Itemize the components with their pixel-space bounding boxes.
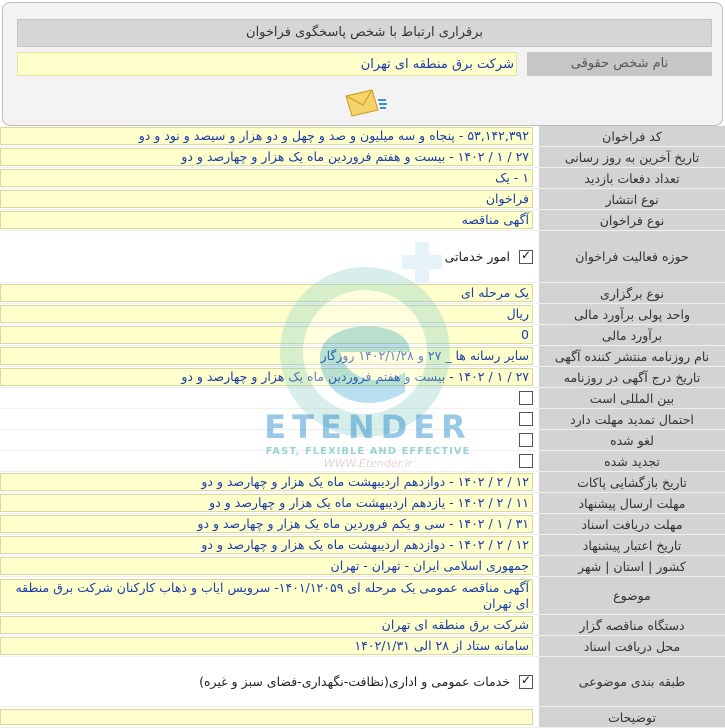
table-row	[0, 556, 725, 577]
row-value: یک مرحله ای	[0, 284, 533, 302]
row-divider	[536, 126, 539, 147]
row-divider	[536, 367, 539, 388]
table-row	[0, 409, 725, 430]
row-label: تاریخ آخرین به روز رسانی	[539, 147, 725, 168]
row-label: دستگاه مناقصه گزار	[539, 615, 725, 636]
row-label: نوع برگزاری	[539, 283, 725, 304]
row-value-cell	[0, 493, 536, 514]
row-value: سایر رسانه ها _ ۲۷ و ۱۴۰۲/۱/۲۸ روزگار	[0, 347, 533, 365]
row-label: مهلت ارسال پیشنهاد	[539, 493, 725, 514]
row-divider	[536, 657, 539, 707]
row-divider	[536, 325, 539, 346]
checkbox-label: خدمات عمومی و اداری(نظافت-نگهداری-فضای سبز و غیره)	[199, 673, 510, 689]
row-label: موضوع	[539, 577, 725, 615]
row-value: شرکت برق منطقه ای تهران	[0, 616, 533, 634]
row-value-cell	[0, 147, 536, 168]
table-row	[0, 346, 725, 367]
row-label: حوزه فعالیت فراخوان	[539, 231, 725, 283]
row-divider	[536, 577, 539, 615]
table-row	[0, 283, 725, 304]
row-value-cell	[0, 325, 536, 346]
row-value: ۲۷ / ۱ / ۱۴۰۲ - بیست و هفتم فروردین ماه یک هزار و چهارصد و دو	[0, 368, 533, 386]
contact-header-button[interactable]: برقراری ارتباط با شخص پاسخگوی فراخوان	[17, 19, 712, 47]
contact-box	[2, 2, 723, 126]
row-divider	[536, 147, 539, 168]
row-label: نوع انتشار	[539, 189, 725, 210]
row-divider	[536, 231, 539, 283]
row-value: جمهوری اسلامی ایران - تهران - تهران	[0, 557, 533, 575]
checkbox[interactable]	[519, 675, 533, 689]
table-row	[0, 189, 725, 210]
row-value-cell	[0, 283, 536, 304]
row-value-cell	[0, 126, 536, 147]
legal-person-label: نام شخص حقوقی	[527, 52, 712, 76]
row-value-cell	[0, 168, 536, 189]
row-label: برآورد مالی	[539, 325, 725, 346]
table-row	[0, 472, 725, 493]
row-value-cell	[0, 231, 536, 283]
row-divider	[536, 346, 539, 367]
row-divider	[536, 430, 539, 451]
row-value: ۱۲ / ۲ / ۱۴۰۲ - دوازدهم اردیبهشت ماه یک هزار و چهارصد و دو	[0, 473, 533, 491]
row-label: کشور | استان | شهر	[539, 556, 725, 577]
row-label: احتمال تمدید مهلت دارد	[539, 409, 725, 430]
row-value: فراخوان	[0, 190, 533, 208]
watermark-brand: ETENDER	[264, 408, 472, 446]
row-value: ۱۲ / ۲ / ۱۴۰۲ - دوازدهم اردیبهشت ماه یک هزار و چهارصد و دو	[0, 536, 533, 554]
checkbox[interactable]	[519, 412, 533, 426]
table-row	[0, 615, 725, 636]
row-value: آگهی مناقصه عمومی یک مرحله ای ۱۴۰۱/۱۲۰۵۹- سرویس ایاب و ذهاب کارکنان شرکت برق منطقه ای تهران	[0, 579, 533, 613]
row-value-cell	[0, 577, 536, 615]
table-row	[0, 231, 725, 283]
watermark-url: WWW.Etender.ir	[323, 457, 413, 470]
row-label: توضیحات	[539, 707, 725, 728]
row-label: نام روزنامه منتشر کننده آگهی	[539, 346, 725, 367]
checkbox[interactable]	[519, 454, 533, 468]
row-divider	[536, 636, 539, 657]
row-divider	[536, 472, 539, 493]
checkbox[interactable]	[519, 250, 533, 264]
row-label: لغو شده	[539, 430, 725, 451]
row-label: تاریخ اعتبار پیشنهاد	[539, 535, 725, 556]
row-value-cell	[0, 636, 536, 657]
table-row	[0, 210, 725, 231]
row-divider	[536, 168, 539, 189]
row-divider	[536, 210, 539, 231]
row-divider	[536, 535, 539, 556]
row-value: ۱ - یک	[0, 169, 533, 187]
table-row	[0, 147, 725, 168]
row-divider	[536, 409, 539, 430]
row-label: تجدید شده	[539, 451, 725, 472]
row-value: سامانه ستاد از ۲۸ الی ۱۴۰۲/۱/۳۱	[0, 637, 533, 655]
row-value: ۱۱ / ۲ / ۱۴۰۲ - یازدهم اردیبهشت ماه یک هزار و چهارصد و دو	[0, 494, 533, 512]
checkbox[interactable]	[519, 391, 533, 405]
row-divider	[536, 451, 539, 472]
row-value-cell	[0, 210, 536, 231]
row-value: ریال	[0, 305, 533, 323]
table-row	[0, 535, 725, 556]
table-row	[0, 451, 725, 472]
row-value-cell	[0, 430, 536, 451]
row-divider	[536, 388, 539, 409]
row-value-cell	[0, 514, 536, 535]
row-value-cell	[0, 409, 536, 430]
row-value-cell	[0, 472, 536, 493]
row-divider	[536, 304, 539, 325]
table-row	[0, 430, 725, 451]
row-value-cell	[0, 556, 536, 577]
checkbox[interactable]	[519, 433, 533, 447]
row-value	[0, 709, 533, 725]
row-value-cell	[0, 615, 536, 636]
legal-person-value: شرکت برق منطقه ای تهران	[17, 52, 517, 76]
row-label: طبقه بندی موضوعی	[539, 657, 725, 707]
row-divider	[536, 493, 539, 514]
table-row	[0, 636, 725, 657]
row-label: تاریخ بازگشایی پاکات	[539, 472, 725, 493]
row-divider	[536, 556, 539, 577]
checkbox-label: امور خدماتی	[444, 248, 510, 264]
row-label: تاریخ درج آگهی در روزنامه	[539, 367, 725, 388]
row-value: 0	[0, 326, 533, 344]
row-label: تعداد دفعات بازدید	[539, 168, 725, 189]
row-label: کد فراخوان	[539, 126, 725, 147]
row-value-cell	[0, 304, 536, 325]
row-value: ۲۷ / ۱ / ۱۴۰۲ - بیست و هفتم فروردین ماه یک هزار و چهارصد و دو	[0, 148, 533, 166]
row-divider	[536, 189, 539, 210]
row-value-cell	[0, 535, 536, 556]
row-value: ۳۱ / ۱ / ۱۴۰۲ - سی و یکم فروردین ماه یک هزار و چهارصد و دو	[0, 515, 533, 533]
row-label: مهلت دریافت اسناد	[539, 514, 725, 535]
table-row	[0, 168, 725, 189]
row-label: محل دریافت اسناد	[539, 636, 725, 657]
row-value-cell	[0, 657, 536, 707]
row-divider	[536, 514, 539, 535]
row-label: واحد پولی برآورد مالی	[539, 304, 725, 325]
row-label: بین المللی است	[539, 388, 725, 409]
row-value-cell	[0, 346, 536, 367]
watermark-tagline: FAST, FLEXIBLE AND EFFECTIVE	[265, 446, 471, 457]
row-value-cell	[0, 451, 536, 472]
row-value-cell	[0, 189, 536, 210]
table-row	[0, 493, 725, 514]
row-value-cell	[0, 388, 536, 409]
table-row	[0, 304, 725, 325]
row-label: نوع فراخوان	[539, 210, 725, 231]
table-row	[0, 657, 725, 707]
row-divider	[536, 283, 539, 304]
tender-details-table	[0, 126, 725, 728]
row-value: آگهی مناقصه	[0, 211, 533, 229]
table-row	[0, 388, 725, 409]
table-row	[0, 126, 725, 147]
row-divider	[536, 615, 539, 636]
table-row	[0, 325, 725, 346]
table-row	[0, 514, 725, 535]
table-row	[0, 577, 725, 615]
table-row	[0, 367, 725, 388]
envelope-icon[interactable]	[342, 86, 388, 120]
row-value: ۵۳,۱۴۲,۳۹۲ - پنجاه و سه میلیون و صد و چهل و دو هزار و سیصد و نود و دو	[0, 127, 533, 145]
row-value-cell	[0, 367, 536, 388]
